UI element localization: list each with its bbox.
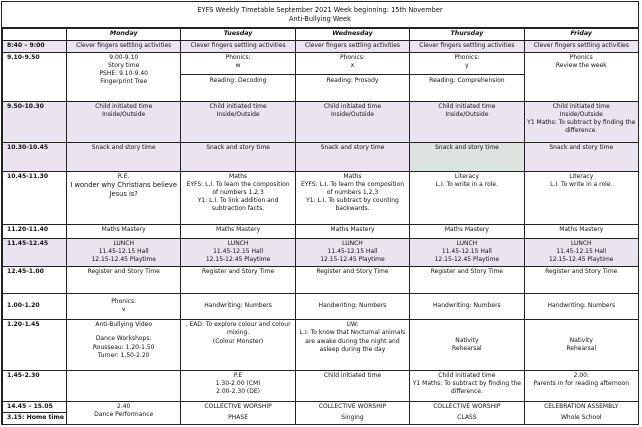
row-1145-lunch — [3, 238, 639, 266]
cell-line: 12.15-12.45 Playtime — [320, 255, 385, 263]
row-0145 — [3, 370, 639, 401]
cell-line: Child initiated time — [438, 102, 496, 110]
cell-line: LUNCH — [227, 239, 249, 247]
time-cell: 1.20-1.45 — [3, 320, 67, 371]
cell-fri — [524, 320, 638, 371]
cell-fri: Maths Mastery — [524, 225, 638, 238]
cell-line: Rehearsal — [452, 345, 482, 353]
cell-thu — [410, 320, 524, 371]
row-0910 — [3, 53, 639, 101]
cell-fri: Register and Story Time — [524, 266, 638, 293]
time-cell: 14.45 – 15.05 — [3, 401, 67, 413]
cell-line: 12.15-12.45 Playtime — [549, 255, 614, 263]
cell-fri: Clever fingers settling activities — [524, 40, 638, 52]
time-cell: 1.00-1.20 — [3, 293, 67, 320]
cell-tue — [181, 53, 295, 101]
cell-fri: CELEBRATION ASSEMBLY — [524, 401, 638, 413]
cell-line: 12.15-12.45 Playtime — [205, 255, 271, 263]
time-cell: 1.45-2.30 — [3, 370, 67, 401]
cell-line: w — [235, 62, 241, 70]
timetable-grid — [2, 28, 639, 425]
time-cell: 9.10-9.50 — [3, 53, 67, 101]
cell-line: Maths — [229, 172, 248, 180]
cell-line: 11.45-12.15 Hall — [98, 247, 149, 255]
header-monday: Monday — [67, 29, 181, 41]
cell-fri — [524, 101, 638, 142]
cell-mon — [67, 53, 181, 101]
cell-line: y — [465, 62, 469, 70]
cell-line: Child initiated time — [95, 102, 153, 110]
time-cell: 10.45-11.30 — [3, 171, 67, 225]
cell-line: L.I. To know that Nocturnal animals are awake during the night and asleep during the day — [299, 329, 406, 353]
row-1445 — [3, 401, 639, 413]
cell-line: Child initiated time — [438, 371, 496, 379]
cell-line: LUNCH — [570, 239, 592, 247]
cell-line: Phonics: — [111, 298, 137, 306]
cell-thu — [410, 238, 524, 266]
cell-wed: Child initiated time — [295, 370, 409, 401]
header-time-corner — [3, 29, 67, 41]
cell-mon — [67, 293, 181, 320]
cell-line: Inside/Outside — [330, 110, 374, 118]
cell-line: 1.30-2.00 (CM) — [215, 379, 261, 387]
cell-thu: Maths Mastery — [410, 225, 524, 238]
row-0840 — [3, 40, 639, 52]
cell-wed: Handwriting: Numbers — [295, 293, 409, 320]
cell-line: Phonics: — [225, 54, 251, 62]
cell-line: Nativity — [455, 337, 479, 345]
cell-mon: Register and Story Time — [67, 266, 181, 293]
cell-wed: COLLECTIVE WORSHIP — [295, 401, 409, 413]
cell-line: x — [350, 62, 355, 70]
cell-tue — [181, 320, 295, 371]
cell-line: Phonics: — [339, 54, 365, 62]
cell-line: 2.00: — [573, 371, 589, 379]
cell-wed — [295, 320, 409, 371]
header-friday: Friday — [524, 29, 638, 41]
cell-line: Y1 Maths: To subtract by finding the difference. — [527, 118, 636, 134]
cell-fri — [524, 53, 638, 101]
cell-line: LUNCH — [342, 239, 363, 247]
cell-mon — [67, 370, 181, 401]
cell-line: EYFS: L.I. To learn the composition of numbers 1,2,3 — [300, 180, 404, 196]
time-cell: 3.15: Home time — [3, 413, 67, 425]
time-cell: 8:40 – 9:00 — [3, 40, 67, 52]
cell-wed: Clever fingers settling activities — [295, 40, 409, 52]
cell-mon: Maths Mastery — [67, 225, 181, 238]
reading-block: Reading: Prosody — [326, 77, 379, 85]
cell-mon — [67, 101, 181, 142]
cell-line: Child initiated time — [552, 102, 610, 110]
cell-line: LUNCH — [456, 239, 478, 247]
cell-line: 11.45-12.15 Hall — [213, 247, 264, 255]
cell-line: UW: — [346, 321, 359, 329]
cell-thu: Register and Story Time — [410, 266, 524, 293]
cell-wed: Snack and story time — [295, 142, 409, 171]
cell-fri: Snack and story time — [524, 142, 638, 171]
cell-mon — [67, 238, 181, 266]
cell-thu — [410, 370, 524, 401]
cell-fri — [524, 370, 638, 401]
cell-mon — [67, 401, 181, 424]
cell-fri: Handwriting: Numbers — [524, 293, 638, 320]
cell-line: Maths — [343, 172, 362, 180]
cell-line: Literacy — [569, 172, 594, 180]
cell-line: Rousseau: 1.20-1.50 — [92, 343, 155, 351]
cell-line: Phonics — [569, 54, 593, 62]
cell-tue — [181, 171, 295, 225]
cell-line: Review the week — [555, 62, 607, 70]
cell-tue: Clever fingers settling activities — [181, 40, 295, 52]
cell-wed: Maths Mastery — [295, 225, 409, 238]
cell-line: 2.00-2.30 (DE) — [216, 388, 261, 396]
cell-thu — [410, 171, 524, 225]
cell-line: 12.15-12.45 Playtime — [91, 255, 156, 263]
cell-tue: Register and Story Time — [181, 266, 295, 293]
title-line-1: EYFS Weekly Timetable September 2021 Week beginning: 15th November — [197, 6, 443, 14]
cell-mon — [67, 171, 181, 225]
cell-wed — [295, 238, 409, 266]
cell-line: Y1: L.I. To link addition and subtraction facts. — [197, 196, 279, 213]
header-thursday: Thursday — [410, 29, 524, 41]
row-1045 — [3, 171, 639, 225]
row-0100 — [3, 293, 639, 320]
row-1030 — [3, 142, 639, 171]
phonics-block — [410, 53, 523, 75]
cell-line: LUNCH — [113, 239, 134, 247]
reading-block: Reading: Comprehension — [429, 77, 505, 85]
cell-tue: Handwriting: Numbers — [181, 293, 295, 320]
cell-line: 11.45-12.15 Hall — [327, 247, 378, 255]
row-1120 — [3, 225, 639, 238]
cell-line: Inside/Outside — [559, 110, 603, 118]
cell-tue: COLLECTIVE WORSHIP — [181, 401, 295, 413]
cell-tue: Snack and story time — [181, 142, 295, 171]
cell-thu: CLASS — [410, 413, 524, 425]
time-cell: 12.45-1.00 — [3, 266, 67, 293]
cell-line: R.E. — [117, 172, 130, 180]
timetable-title — [2, 2, 638, 28]
cell-thu: COLLECTIVE WORSHIP — [410, 401, 524, 413]
cell-line: Child initiated time — [323, 102, 382, 110]
reading-block: Reading: Decoding — [209, 77, 267, 85]
cell-tue — [181, 101, 295, 142]
row-0120 — [3, 320, 639, 371]
cell-line: (Colour Monster) — [212, 337, 264, 345]
cell-thu: Handwriting: Numbers — [410, 293, 524, 320]
cell-wed — [295, 53, 409, 101]
cell-mon — [67, 320, 181, 371]
cell-wed: Singing — [295, 413, 409, 425]
cell-line: Fingerprint Tree — [100, 78, 148, 86]
cell-fri — [524, 171, 638, 225]
cell-line: 11.45-12.15 Hall — [556, 247, 607, 255]
cell-line: EYFS: L.I. To learn the composition of numbers 1,2,3 — [186, 180, 290, 196]
header-wednesday: Wednesday — [295, 29, 409, 41]
cell-line: Inside/Outside — [445, 110, 489, 118]
cell-line: Anti-Bullying Video — [95, 321, 153, 329]
cell-line: Phonics: — [454, 54, 480, 62]
cell-line: Inside/Outside — [216, 110, 260, 118]
row-1245 — [3, 266, 639, 293]
cell-line: Nativity — [569, 337, 593, 345]
time-cell: 10.30-10.45 — [3, 142, 67, 171]
title-line-2: Anti-Bullying Week — [289, 14, 351, 23]
cell-wed — [295, 101, 409, 142]
cell-line: Y1: L.I. To subtract by counting backwards. — [306, 196, 399, 213]
time-cell: 11.20-11.40 — [3, 225, 67, 238]
cell-line: Rehearsal — [566, 345, 597, 353]
cell-tue — [181, 238, 295, 266]
cell-line: v — [121, 306, 126, 314]
cell-line: L.I. To write in a role. — [435, 180, 499, 188]
header-row — [3, 29, 639, 41]
timetable-sheet — [1, 1, 639, 425]
cell-line: Child initiated time — [209, 102, 267, 110]
cell-mon: Clever fingers settling activities — [67, 40, 181, 52]
cell-line: Parents in for reading afternoon — [533, 379, 630, 387]
cell-line: Dance Workshops: — [95, 335, 152, 343]
cell-line: Story time — [108, 62, 140, 70]
cell-wed — [295, 171, 409, 225]
time-cell: 11.45-12.45 — [3, 238, 67, 266]
cell-wed: Register and Story Time — [295, 266, 409, 293]
header-tuesday: Tuesday — [181, 29, 295, 41]
cell-mon: Snack and story time — [67, 142, 181, 171]
cell-line: 9.00-9.10 — [109, 54, 139, 62]
cell-thu: Clever fingers settling activities — [410, 40, 524, 52]
cell-tue: PHASE — [181, 413, 295, 425]
cell-line: Dance Performance — [94, 410, 154, 418]
cell-line: 11.45-12.15 Hall — [441, 247, 492, 255]
cell-thu: Snack and story time — [410, 142, 524, 171]
cell-thu — [410, 53, 524, 101]
cell-line: 2.40 — [117, 402, 131, 410]
cell-fri: Whole School — [524, 413, 638, 425]
cell-thu — [410, 101, 524, 142]
phonics-block — [181, 53, 294, 75]
cell-line: P.E — [233, 371, 243, 379]
cell-line: Literacy — [454, 172, 479, 180]
cell-line: I wonder why Christians believe Jesus is? — [70, 180, 177, 198]
cell-fri — [524, 238, 638, 266]
cell-line: . EAD: To explore colour and colour mixing. — [185, 321, 291, 337]
cell-tue: Maths Mastery — [181, 225, 295, 238]
cell-line: L.I. To write in a role. — [550, 180, 613, 188]
cell-line: Y1 Maths: To subtract by finding the difference. — [412, 379, 521, 396]
time-cell: 9.50-10.30 — [3, 101, 67, 142]
row-0950 — [3, 101, 639, 142]
cell-line: 12.15-12.45 Playtime — [434, 255, 500, 263]
phonics-block — [296, 53, 409, 75]
cell-line: PSHE: 9.10-9.40 — [99, 70, 148, 78]
cell-line: Inside/Outside — [102, 110, 146, 118]
cell-tue — [181, 370, 295, 401]
cell-line: Turner: 1.50-2.20 — [97, 351, 150, 359]
